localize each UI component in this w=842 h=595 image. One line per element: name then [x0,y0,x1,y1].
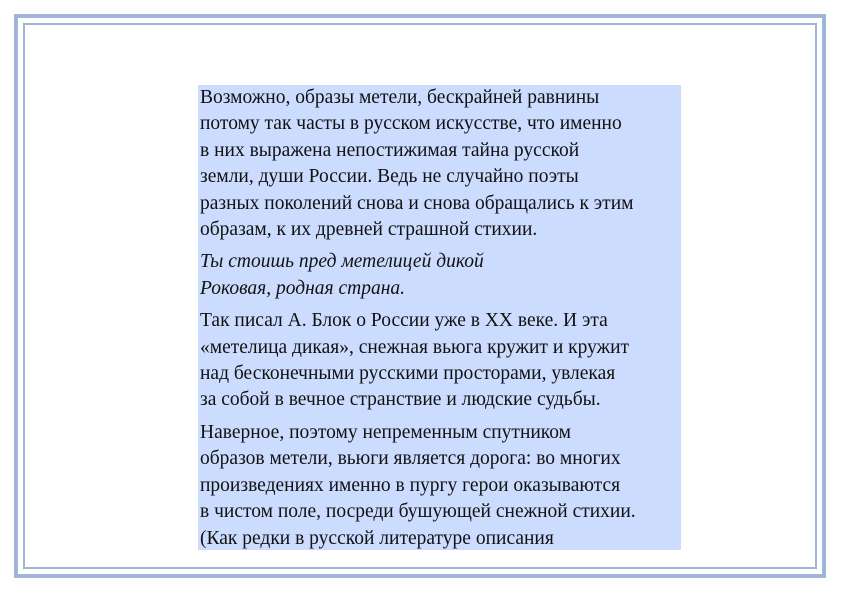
text-line: «метелица дикая», снежная вьюга кружит и кружит [200,336,630,358]
text-line: за собой в вечное странствие и людские судьбы. [200,389,601,411]
text-line: образам, к их древней страшной стихии. [200,219,538,241]
paragraph-blok [200,308,681,414]
text-line: в чистом поле, посреди бушующей снежной стихии. [200,501,636,523]
poem-line: Ты стоишь пред метелицей дикой [200,251,484,273]
paragraph-intro [200,85,681,243]
text-line: в них выражена непостижимая тайна русской [200,139,580,161]
poem-line: Роковая, родная страна. [200,277,405,299]
paragraph-road [200,420,681,550]
poem-quote [200,249,681,302]
text-line: Возможно, образы метели, бескрайней равнины [200,87,600,108]
text-line: разных поколений снова и снова обращались к этим [200,192,634,214]
text-line: земли, души России. Ведь не случайно поэты [200,166,579,188]
text-line: над бесконечными русскими просторами, увлекая [200,363,616,385]
text-line: Так писал А. Блок о России уже в XX веке. И эта [200,310,608,332]
text-line: произведениях именно в пургу герои оказываются [200,474,621,496]
text-line: (Как редки в русской литературе описания [200,527,554,549]
text-line: образов метели, вьюги является дорога: во многих [200,448,621,470]
text-line: Наверное, поэтому непременным спутником [200,421,572,443]
text-line: потому так часты в русском искусстве, что именно [200,113,622,135]
text-block [198,85,681,550]
